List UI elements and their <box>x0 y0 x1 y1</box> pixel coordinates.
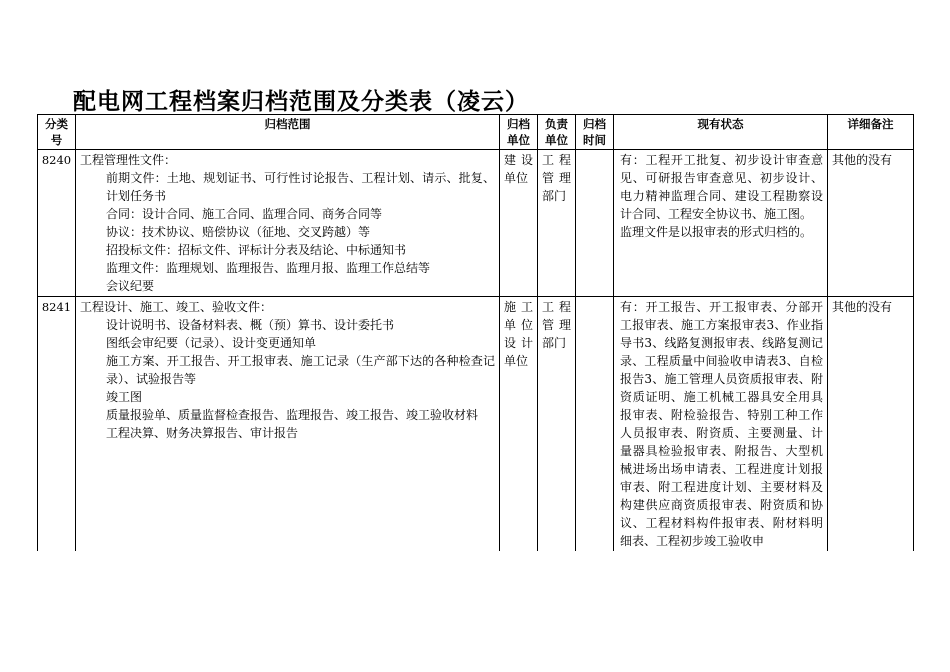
page-title: 配电网工程档案归档范围及分类表（凌云） <box>73 89 529 115</box>
scope-line: 图纸会审纪要（记录）、设计变更通知单 <box>106 336 317 350</box>
scope-line: 前期文件：土地、规划证书、可行性讨论报告、工程计划、请示、批复、计划任务书 <box>106 171 495 203</box>
status-line: 有：工程开工批复、初步设计审查意见、可研报告审查意见、初步设计、电力精神监理合同、建设工程勘察设计合同、工程安全协议书、施工图。 <box>620 153 823 221</box>
cell-code: 8241 <box>38 297 76 552</box>
header-status: 现有状态 <box>614 115 828 150</box>
cell-responsible-unit: 工程管理部门 <box>538 150 576 297</box>
scope-line: 招投标文件：招标文件、评标计分表及结论、中标通知书 <box>106 243 407 257</box>
cell-notes: 其他的没有 <box>828 150 914 297</box>
header-scope: 归档范围 <box>76 115 500 150</box>
scope-line: 工程决算、财务决算报告、审计报告 <box>106 426 299 440</box>
status-line: 监理文件是以报审表的形式归档的。 <box>620 225 813 239</box>
cell-archive-time <box>576 297 614 552</box>
cell-status <box>614 150 828 297</box>
scope-line: 会议纪要 <box>106 279 155 293</box>
scope-line: 质量报验单、质量监督检查报告、监理报告、竣工报告、竣工验收材料 <box>106 408 479 422</box>
cell-archive-unit: 施工单位设计单位 <box>500 297 538 552</box>
scope-line: 合同：设计合同、施工合同、监理合同、商务合同等 <box>106 207 383 221</box>
scope-line: 协议：技术协议、赔偿协议（征地、交叉跨越）等 <box>106 225 371 239</box>
cell-responsible-unit: 工程管理部门 <box>538 297 576 552</box>
cell-scope <box>76 297 500 552</box>
cell-archive-unit: 建设单位 <box>500 150 538 297</box>
archive-classification-table <box>37 114 914 551</box>
scope-line: 工程管理性文件： <box>80 153 177 167</box>
cell-archive-time <box>576 150 614 297</box>
cell-scope <box>76 150 500 297</box>
cell-status <box>614 297 828 552</box>
status-line: 有：开工报告、开工报审表、分部开工报审表、施工方案报审表3、作业指导书3、线路复测报审表、线路复测记录、工程质量中间验收申请表3、自检报告3、施工管理人员资质报审表、附资质证明、施工机械工器具安全用具报审表、附检验报告、特别工种工作人员报审表、附资质、主要测量、计量器具检验报审表、附报告、大型机械进场出场申请表、工程进度计划报审表、附工程进度计划、主要材料及构建供应商资质报审表、附资质和协议、工程材料构件报审表、附材料明细表、工程初步竣工验收申 <box>620 300 823 548</box>
scope-line: 设计说明书、设备材料表、概（预）算书、设计委托书 <box>106 318 395 332</box>
scope-line: 工程设计、施工、竣工、验收文件： <box>80 300 273 314</box>
scope-line: 施工方案、开工报告、开工报审表、施工记录（生产部下达的各种检查记录）、试验报告等 <box>106 354 495 386</box>
table-header-row <box>38 115 914 150</box>
table-row <box>38 150 914 297</box>
header-responsible-unit: 负责单位 <box>538 115 576 150</box>
header-code: 分类号 <box>38 115 76 150</box>
cell-notes: 其他的没有 <box>828 297 914 552</box>
header-archive-time: 归档时间 <box>576 115 614 150</box>
header-notes: 详细备注 <box>828 115 914 150</box>
header-archive-unit: 归档单位 <box>500 115 538 150</box>
scope-line: 竣工图 <box>106 390 143 404</box>
scope-line: 监理文件：监理规划、监理报告、监理月报、监理工作总结等 <box>106 261 431 275</box>
cell-code: 8240 <box>38 150 76 297</box>
table-row <box>38 297 914 552</box>
